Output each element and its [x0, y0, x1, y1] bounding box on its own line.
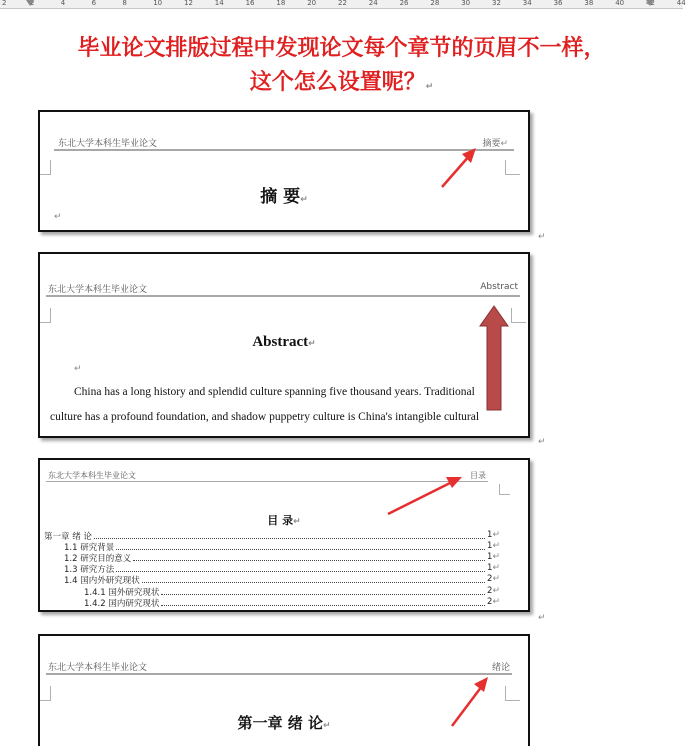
header-left-text: 东北大学本科生毕业论文: [48, 471, 136, 480]
ruler-tick-label: 24: [368, 0, 378, 7]
margin-corner-right: [505, 160, 520, 175]
header-rule: [46, 295, 520, 297]
toc-leader-dots: [94, 530, 485, 539]
header-right-text: 目录: [470, 471, 486, 480]
toc-leader-dots: [142, 574, 485, 583]
abstract-body-line-2: culture has a profound foundation, and shadow puppetry culture is China's intangible cultural: [50, 411, 480, 423]
margin-corner-left: [40, 160, 51, 175]
ruler-indent-marker[interactable]: [26, 0, 34, 6]
ruler-tick-label: 38: [584, 0, 594, 7]
toc-leader-dots: [116, 563, 485, 572]
toc-entry-label: 1.2 研究目的意义: [64, 554, 132, 564]
toc-entry-label: 1.1 研究背景: [64, 543, 115, 553]
ruler-tick-label: 8: [122, 0, 127, 7]
ruler-tick-label: 34: [522, 0, 532, 7]
ruler-tick-label: 2: [30, 0, 35, 7]
ruler-tick-label: 18: [276, 0, 286, 7]
ruler: [0, 0, 686, 9]
section-title: Abstract↵: [252, 334, 316, 350]
margin-corner-right: [499, 484, 510, 495]
panel-toc: [38, 458, 530, 612]
ruler-tick-label: 10: [153, 0, 163, 7]
toc-leader-dots: [161, 586, 485, 595]
margin-corner-right: [511, 308, 526, 323]
ruler-tick-label: 22: [338, 0, 347, 7]
margin-corner-right: [505, 686, 520, 701]
toc-entry-page: 1: [487, 552, 493, 562]
section-title: 目 录↵: [267, 514, 301, 527]
abstract-body-line-1: China has a long history and splendid culture spanning five thousand years. Traditional: [74, 386, 475, 398]
header-rule: [54, 149, 514, 151]
paragraph-mark: ↵: [54, 212, 62, 222]
paragraph-mark: ↵: [492, 541, 500, 551]
margin-corner-left: [40, 308, 51, 323]
paragraph-mark: ↵: [74, 364, 82, 374]
toc-entry-label: 1.4.1 国外研究现状: [84, 588, 160, 598]
ruler-tick-label: 4: [60, 0, 66, 7]
ruler-tick-label: 30: [461, 0, 471, 7]
paragraph-mark: ↵: [492, 586, 500, 596]
toc-entry-page: 1: [487, 530, 493, 540]
header-rule: [46, 673, 512, 675]
toc-entry-page: 1: [487, 563, 493, 573]
header-right-text: Abstract: [480, 282, 518, 292]
ruler-tick-label: 42: [646, 0, 655, 7]
toc-entry[interactable]: [64, 574, 500, 586]
ruler-tick-label: 6: [91, 0, 97, 7]
toc-leader-dots: [161, 597, 485, 606]
panel-abstract-en: [38, 252, 530, 438]
panel-abstract-cn: [38, 110, 530, 232]
paragraph-mark: ↵: [492, 597, 500, 607]
toc-entry[interactable]: [84, 597, 500, 609]
toc-entry-page: 2: [487, 574, 493, 584]
header-right-text: 绪论: [491, 663, 510, 673]
toc-entry-page: 1: [487, 541, 493, 551]
margin-corner-left: [40, 686, 51, 701]
toc-entry-page: 2: [487, 586, 493, 596]
toc-entry-page: 2: [487, 597, 493, 607]
header-rule: [46, 481, 488, 482]
ruler-tick-label: 36: [553, 0, 563, 7]
ruler-tick-label: 44: [676, 0, 686, 7]
paragraph-mark: ↵: [492, 530, 500, 540]
headline-line-1: 毕业论文排版过程中发现论文每个章节的页眉不一样，: [77, 35, 606, 61]
paragraph-mark: ↵: [492, 563, 500, 573]
ruler-tick-label: 28: [430, 0, 440, 7]
toc-leader-dots: [133, 552, 485, 561]
toc-entry-label: 1.4.2 国内研究现状: [84, 599, 160, 609]
ruler-tick-label: 12: [184, 0, 193, 7]
headline-line-2: 这个怎么设置呢？↵: [249, 69, 434, 95]
toc-entry-label: 第一章 绪 论: [44, 532, 92, 542]
header-left-text: 东北大学本科生毕业论文: [48, 663, 148, 673]
ruler-tick-label: 14: [214, 0, 224, 7]
paragraph-mark: ↵: [492, 574, 500, 584]
ruler-tick-label: 26: [399, 0, 409, 7]
ruler-tick-label: 32: [492, 0, 501, 7]
toc-entry-label: 1.4 国内外研究现状: [64, 576, 140, 586]
paragraph-mark: ↵: [425, 82, 434, 92]
section-title: 第一章 绪 论↵: [237, 714, 331, 732]
panel-intro: [38, 634, 530, 746]
paragraph-mark: ↵: [492, 552, 500, 562]
ruler-right-marker[interactable]: [646, 0, 654, 6]
paragraph-mark: ↵: [538, 613, 546, 623]
header-left-text: 东北大学本科生毕业论文: [48, 285, 148, 295]
paragraph-mark: ↵: [538, 232, 546, 242]
ruler-tick-label: 2: [2, 0, 7, 7]
toc-entry-label: 1.3 研究方法: [64, 565, 115, 575]
ruler-tick-label: 20: [307, 0, 317, 7]
section-title: 摘 要↵: [260, 187, 308, 207]
ruler-tick-label: 16: [245, 0, 255, 7]
header-right-text: 摘要↵: [482, 139, 508, 149]
ruler-tick-label: 40: [615, 0, 625, 7]
header-left-text: 东北大学本科生毕业论文: [58, 139, 158, 149]
toc-leader-dots: [116, 541, 485, 550]
paragraph-mark: ↵: [538, 437, 546, 447]
